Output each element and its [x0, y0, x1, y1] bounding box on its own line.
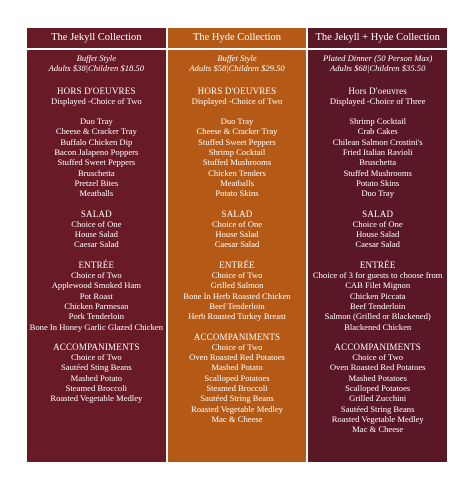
- menu-item: Pork Tenderloin: [68, 311, 124, 322]
- menu-item: Mac & Cheese: [352, 424, 404, 435]
- menu-item: Choice of One: [211, 218, 263, 229]
- menu-item: Salmon (Grilled or Blackened): [324, 311, 431, 322]
- menu-item: Roasted Vegetable Medley: [191, 403, 283, 414]
- sections: [168, 86, 307, 425]
- menu-item: Choice of Two: [211, 341, 263, 352]
- menu-section: [168, 209, 307, 250]
- menu-item: Grilled Salmon: [210, 280, 264, 291]
- menu-item: Stuffed Mushrooms: [202, 157, 272, 168]
- menu-item: Bruschetta: [77, 167, 115, 178]
- menu-item: Bone In Honey Garlic Glazed Chicken: [29, 321, 164, 332]
- section-title: Hors D'oeuvres: [348, 85, 408, 96]
- menu-item: Bacon Jalapeno Poppers: [54, 147, 139, 158]
- menu-item: Applewood Smoked Ham: [51, 280, 141, 291]
- menu-item: Oven Roasted Red Potatoes: [329, 362, 426, 373]
- menu-item: Choice of Two: [70, 352, 122, 363]
- menu-item: House Salad: [215, 229, 259, 240]
- menu-item: Steamed Broccoli: [65, 383, 127, 394]
- menu-item: Mashed Potatoes: [348, 372, 407, 383]
- sections: [27, 86, 166, 404]
- menu-item: Roasted Vegetable Medley: [331, 413, 424, 424]
- menu-item: Stuffed Mushrooms: [343, 167, 412, 178]
- menu-item: Caesar Salad: [355, 239, 400, 250]
- section-title: ENTRÉE: [219, 259, 255, 270]
- menu-item: Steamed Broccoli: [206, 383, 268, 394]
- menu-section: [168, 332, 307, 425]
- menu-item: House Salad: [356, 229, 400, 240]
- menu-item: Chicken Piccata: [349, 290, 406, 301]
- menu-section: [27, 86, 166, 199]
- menu-item: Mashed Potato: [211, 362, 263, 373]
- section-title: ACCOMPANIMENTS: [334, 341, 421, 352]
- menu-item: Bone In Herb Roasted Chicken: [183, 290, 291, 301]
- menu-item: Blackened Chicken: [344, 321, 412, 332]
- service-style: Buffet Style: [217, 53, 257, 63]
- menu-table: [27, 28, 447, 462]
- column-body: [168, 50, 307, 462]
- menu-item: Shrimp Cocktail: [208, 147, 266, 158]
- menu-item: Stuffed Sweet Peppers: [198, 136, 276, 147]
- menu-section: [168, 86, 307, 199]
- menu-section: [308, 86, 447, 199]
- sections: [308, 86, 447, 435]
- menu-item: Duo Tray: [79, 116, 113, 127]
- price-line: Adults $68|Children $35.50: [329, 63, 426, 74]
- menu-item: Mashed Potato: [70, 372, 122, 383]
- section-title: SALAD: [80, 208, 112, 219]
- menu-item: Bruschetta: [359, 157, 397, 168]
- menu-item: Buffalo Chicken Dip: [60, 136, 133, 147]
- column-jekyll: [27, 28, 166, 462]
- menu-section: [27, 260, 166, 332]
- menu-item: Duo Tray: [220, 116, 254, 127]
- menu-item: House Salad: [74, 229, 118, 240]
- column-hyde: [168, 28, 307, 462]
- menu-item: Pretzel Bites: [74, 177, 119, 188]
- column-header: The Hyde Collection: [168, 28, 307, 50]
- section-title: ACCOMPANIMENTS: [193, 331, 281, 342]
- menu-item: Cheese & Cracker Tray: [55, 126, 137, 137]
- menu-item: Roasted Vegetable Medley: [50, 393, 143, 404]
- menu-item: Pot Roast: [79, 290, 113, 301]
- section-title: HORS D'OEUVRES: [56, 85, 136, 96]
- section-subtitle: Displayed -Choice of Three: [329, 95, 426, 106]
- menu-item: Shrimp Cocktail: [349, 116, 406, 127]
- menu-item: Potato Skins: [356, 177, 400, 188]
- menu-item: Mac & Cheese: [211, 413, 263, 424]
- menu-item: Herb Roasted Turkey Breast: [188, 311, 286, 322]
- section-title: SALAD: [221, 208, 253, 219]
- menu-item: Choice of Two: [352, 352, 404, 363]
- menu-item: Beef Tenderloin: [350, 300, 406, 311]
- menu-item: CAB Filet Mignon: [345, 280, 411, 291]
- menu-section: [27, 209, 166, 250]
- column-body: [27, 50, 166, 462]
- menu-section: [27, 342, 166, 404]
- service-style: Plated Dinner (50 Person Max): [323, 53, 433, 63]
- menu-section: [308, 342, 447, 435]
- menu-item: Choice of One: [352, 218, 403, 229]
- service-style: Buffet Style: [76, 53, 117, 63]
- column-header: The Jekyll Collection: [27, 28, 166, 50]
- column-header: The Jekyll + Hyde Collection: [308, 28, 447, 50]
- section-title: ENTRÉE: [359, 259, 396, 270]
- menu-item: Meatballs: [220, 177, 254, 188]
- menu-item: Chicken Tenders: [208, 167, 266, 178]
- menu-item: Oven Roasted Red Potatoes: [189, 352, 285, 363]
- menu-item: Choice of Two: [70, 270, 122, 281]
- menu-item: Duo Tray: [361, 188, 395, 199]
- section-title: SALAD: [362, 208, 394, 219]
- menu-item: Chilean Salmon Crostini's: [332, 136, 423, 147]
- menu-item: Meatballs: [79, 188, 114, 199]
- menu-item: Scalloped Potatoes: [204, 372, 270, 383]
- menu-item: Grilled Zucchini: [349, 393, 407, 404]
- menu-item: Sautéed String Beans: [200, 393, 274, 404]
- menu-section: [168, 260, 307, 322]
- menu-item: Choice of One: [71, 218, 122, 229]
- menu-item: Sautéed String Beans: [340, 403, 415, 414]
- menu-item: Choice of 3 for guests to choose from: [312, 270, 443, 281]
- price-line: Adults $38|Children $18.50: [48, 63, 145, 74]
- menu-item: Scalloped Potatoes: [345, 383, 411, 394]
- menu-item: Caesar Salad: [214, 239, 260, 250]
- price-line: Adults $58|Children $29.50: [189, 63, 285, 74]
- section-title: ENTRÉE: [78, 259, 115, 270]
- section-title: ACCOMPANIMENTS: [53, 341, 140, 352]
- menu-item: Sautéed Sting Beans: [61, 362, 132, 373]
- section-subtitle: Displayed -Choice of Two: [191, 95, 283, 106]
- menu-item: Chicken Parmesan: [64, 300, 129, 311]
- menu-item: Beef Tenderloin: [209, 300, 265, 311]
- menu-item: Crab Cakes: [357, 126, 398, 137]
- menu-section: [308, 260, 447, 332]
- menu-item: Cheese & Cracker Tray: [196, 126, 278, 137]
- menu-item: Choice of Two: [211, 270, 263, 281]
- menu-item: Stuffed Sweet Peppers: [57, 157, 136, 168]
- section-title: HORS D'OEUVRES: [197, 85, 277, 96]
- section-subtitle: Displayed -Choice of Two: [51, 95, 142, 106]
- menu-section: [308, 209, 447, 250]
- column-jekyll-hyde: [308, 28, 447, 462]
- menu-item: Fried Italian Ravioli: [342, 147, 413, 158]
- menu-item: Potato Skins: [215, 188, 259, 199]
- menu-item: Caesar Salad: [74, 239, 119, 250]
- column-body: [308, 50, 447, 462]
